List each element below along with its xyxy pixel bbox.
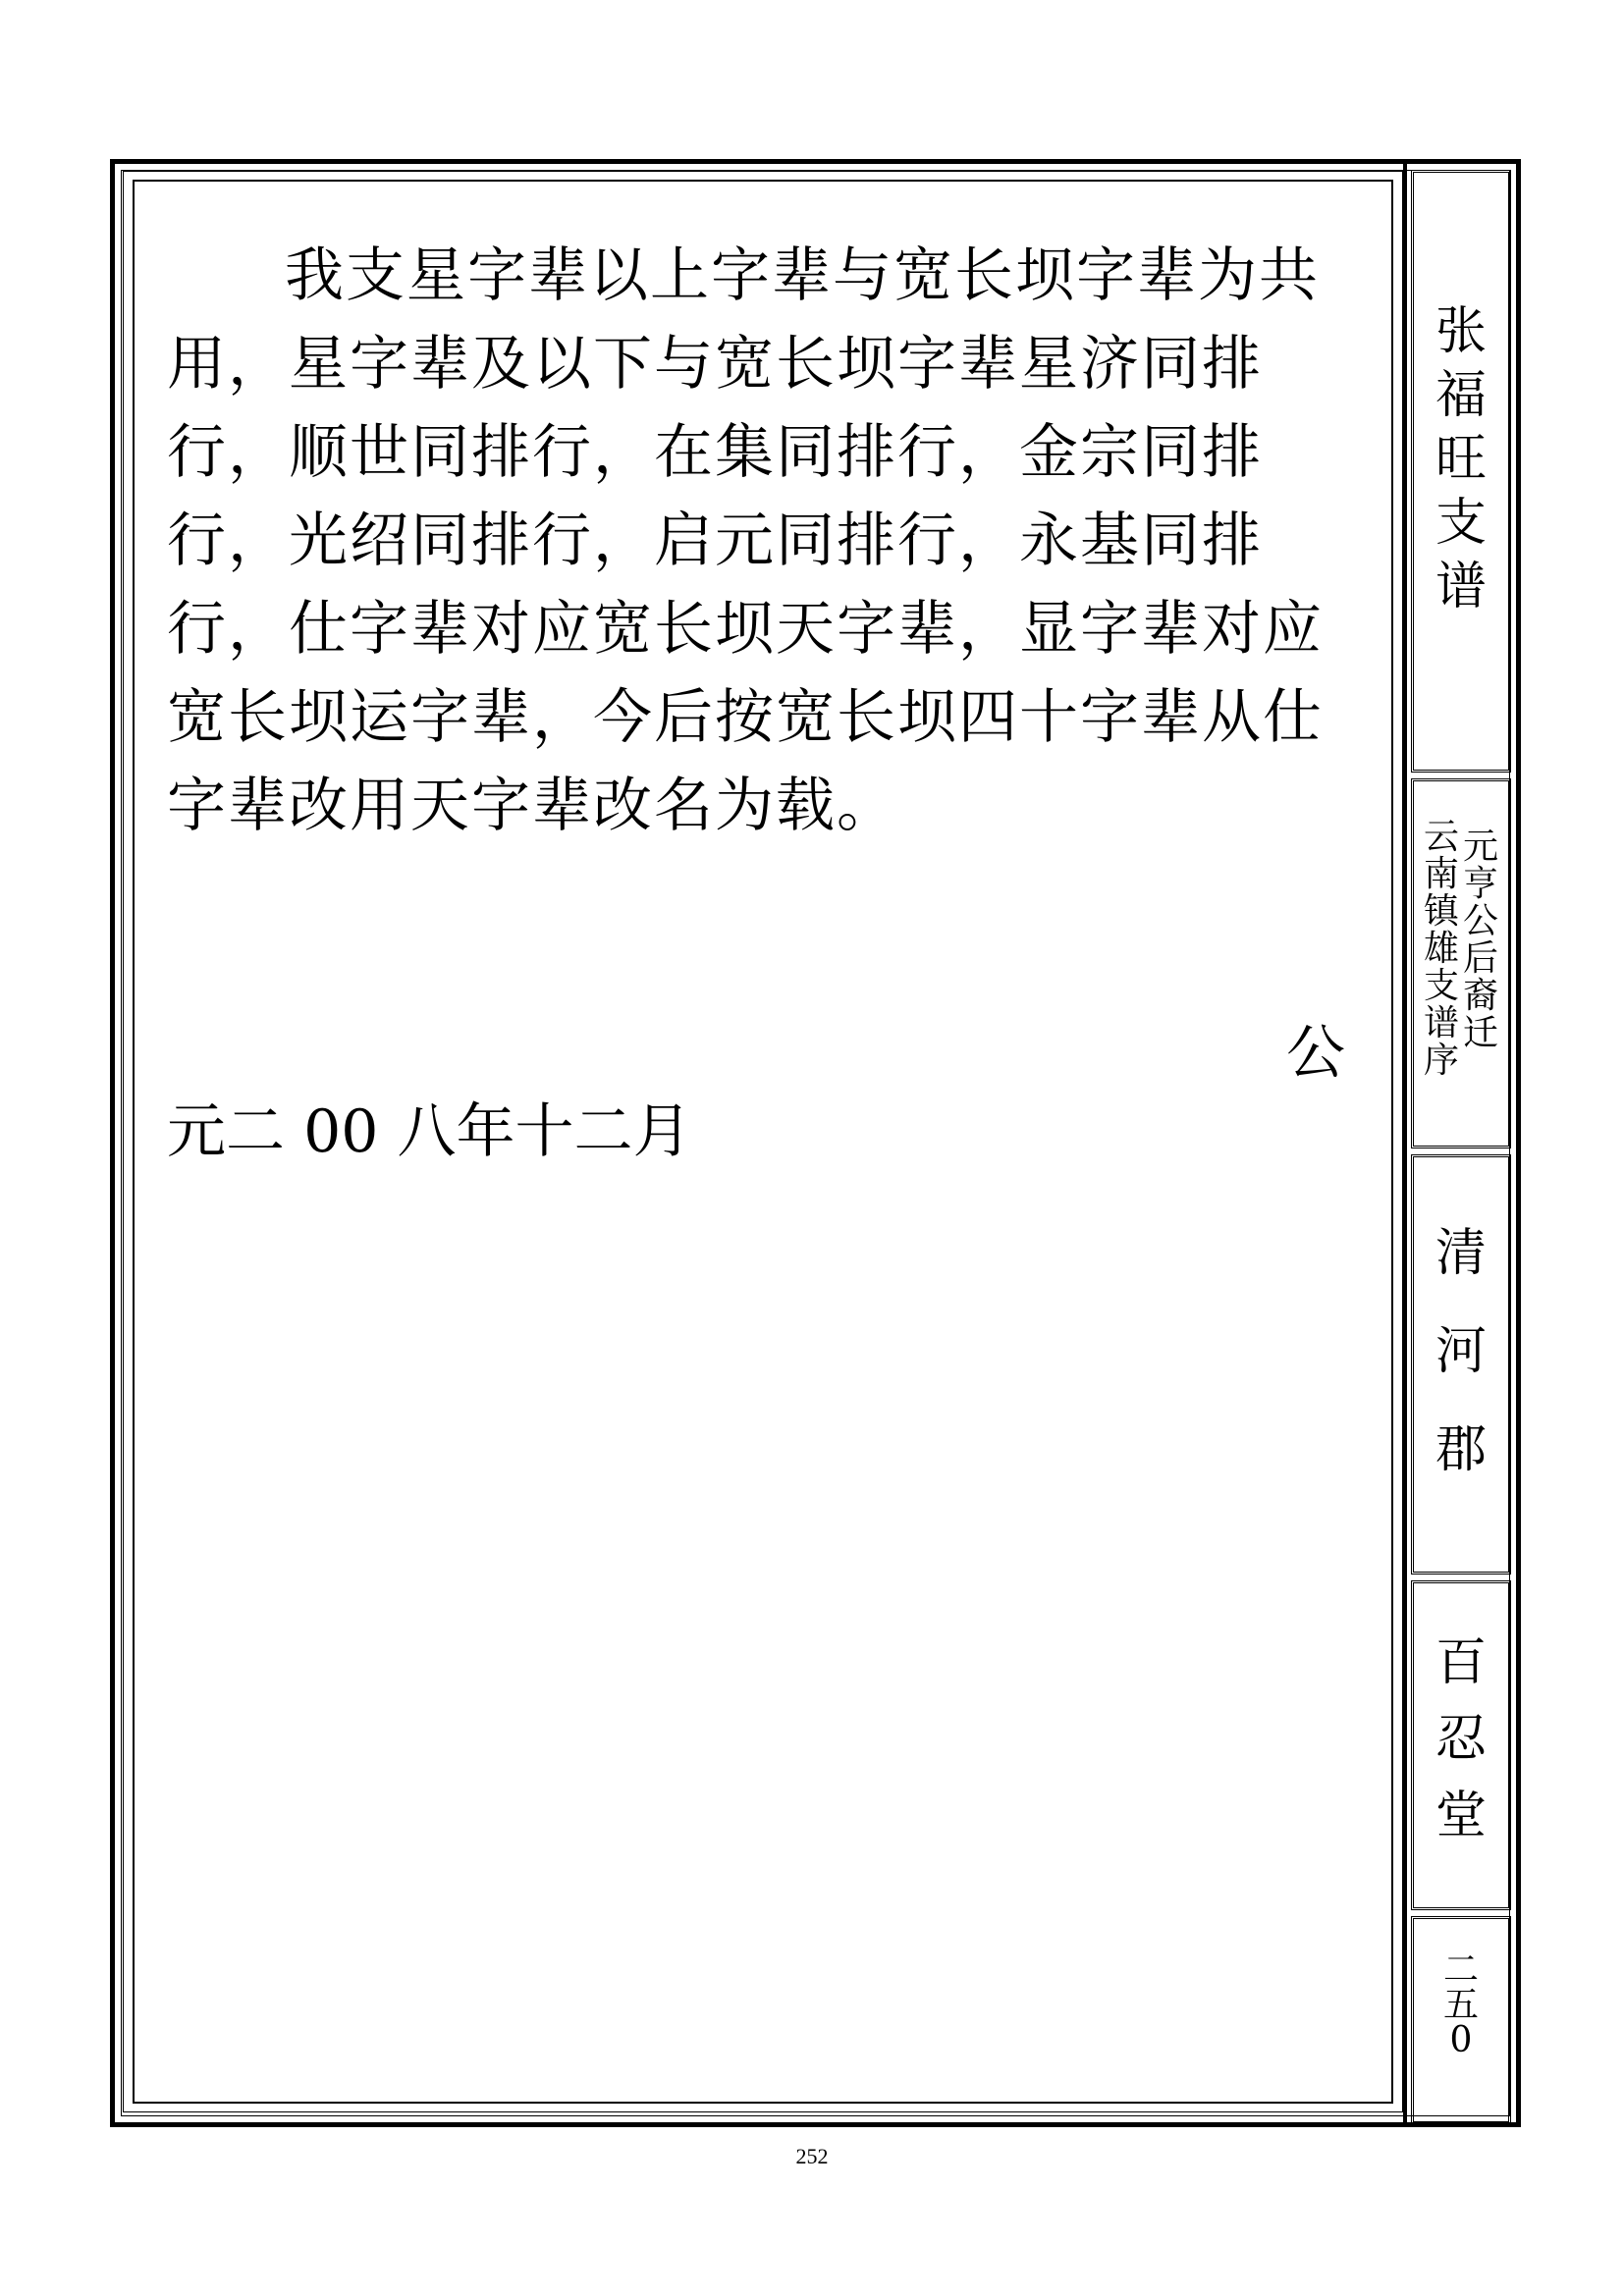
spine-page-char: 五: [1442, 1985, 1479, 2025]
spine-title-char: 福: [1435, 366, 1487, 425]
spine-hall-char: 堂: [1435, 1787, 1487, 1845]
spine-clan-char: 郡: [1435, 1420, 1487, 1479]
spine-subtitle-column-1: [1463, 828, 1498, 1080]
spine-page-char: 0: [1449, 2020, 1473, 2060]
signature-line-end: 公: [1286, 1019, 1345, 1088]
spine-hall-box: [1411, 1580, 1511, 1910]
spine-divider: [1403, 159, 1407, 2127]
spine-page-char: 二: [1442, 1949, 1479, 1990]
spine-title-char: 谱: [1435, 558, 1487, 616]
spine-subtitle-char: 裔: [1463, 976, 1499, 1016]
spine-subtitle-char: 镇: [1423, 891, 1459, 932]
spine-subtitle-char: 元: [1463, 827, 1499, 867]
spine-subtitle-char: 后: [1463, 938, 1499, 979]
spine-clan-name: [1414, 1204, 1508, 1499]
spine-subtitle-column-2: [1424, 819, 1459, 1080]
spine-hall-name: [1414, 1625, 1508, 1854]
spine-clan-char: 清: [1435, 1224, 1487, 1283]
page-number: 252: [795, 2144, 829, 2168]
spine-title-char: 支: [1435, 494, 1487, 553]
spine-subtitle-char: 公: [1463, 901, 1499, 941]
spine-subtitle-char: 云: [1423, 817, 1459, 857]
spine-subtitle-char: 支: [1423, 966, 1459, 1006]
signature-date: 元二 00 八年十二月: [167, 1097, 692, 1166]
spine-subtitle-char: 序: [1423, 1041, 1459, 1081]
body-text: [167, 232, 1365, 850]
spine-hall-char: 百: [1435, 1633, 1487, 1692]
spine-page-box: [1411, 1916, 1511, 2124]
spine-title-box: [1411, 170, 1511, 773]
spine-title-char: 旺: [1435, 430, 1487, 489]
spine-title-char: 张: [1435, 302, 1487, 361]
spine-subtitle: [1414, 817, 1508, 1081]
spine-subtitle-box: [1411, 778, 1511, 1148]
spine-page-number: [1414, 1949, 1508, 2060]
spine-clan-box: [1411, 1154, 1511, 1575]
spine-subtitle-char: 谱: [1423, 1003, 1459, 1043]
spine-clan-char: 河: [1435, 1322, 1487, 1381]
spine-subtitle-char: 迁: [1463, 1013, 1499, 1053]
spine-title: [1414, 300, 1508, 619]
spine-hall-char: 忍: [1435, 1710, 1487, 1769]
body-paragraph: 我支星字辈以上字辈与宽长坝字辈为共用，星字辈及以下与宽长坝字辈星济同排行，顺世同排行，在集同排行，金宗同排行，光绍同排行，启元同排行，永基同排行，仕字辈对应宽长坝天字辈，显字辈对应宽长坝运字辈，今后按宽长坝四十字辈从仕字辈改用天字辈改名为载。: [167, 241, 1324, 840]
spine-subtitle-char: 南: [1423, 854, 1459, 894]
spine-subtitle-char: 雄: [1423, 929, 1459, 969]
spine-subtitle-char: 亨: [1463, 864, 1499, 904]
